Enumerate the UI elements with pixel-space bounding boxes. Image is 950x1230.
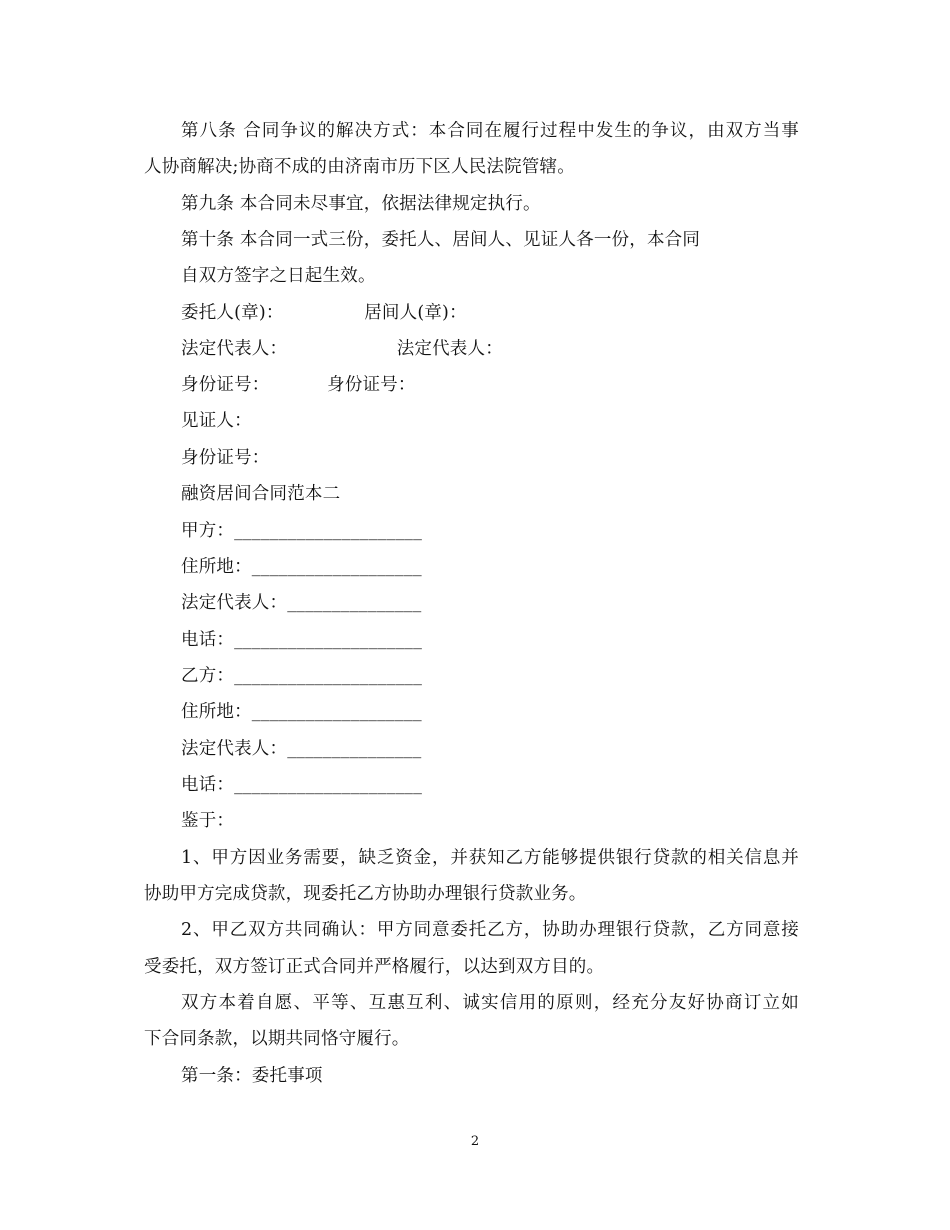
whereas-item-2-line-1: 2、甲乙双方共同确认：甲方同意委托乙方，协助办理银行贷款，乙方同意接 xyxy=(181,920,799,940)
article-10-line-1: 第十条 本合同一式三份，委托人、居间人、见证人各一份，本合同 xyxy=(181,230,701,250)
signature-legal-representatives: 法定代表人： 法定代表人： xyxy=(181,339,503,359)
party-b-phone-field: 电话：_____________________ xyxy=(181,775,423,795)
party-b-address-field: 住所地：___________________ xyxy=(181,702,422,722)
principles-line-1: 双方本着自愿、平等、互惠互利、诚实信用的原则，经充分友好协商订立如 xyxy=(181,993,799,1013)
party-a-legal-representative-field: 法定代表人：_______________ xyxy=(181,593,422,613)
party-b-field: 乙方：_____________________ xyxy=(181,666,423,686)
template-two-title: 融资居间合同范本二 xyxy=(181,484,341,504)
party-b-legal-representative-field: 法定代表人：_______________ xyxy=(181,739,422,759)
article-8-line-2: 人协商解决;协商不成的由济南市历下区人民法院管辖。 xyxy=(144,157,575,177)
article-10-line-2: 自双方签字之日起生效。 xyxy=(181,266,376,286)
principles-line-2: 下合同条款，以期共同恪守履行。 xyxy=(144,1029,410,1049)
signature-id-numbers: 身份证号： 身份证号： xyxy=(181,375,416,395)
page-number: 2 xyxy=(470,1134,480,1149)
signature-witness-id: 身份证号： xyxy=(181,448,270,468)
signature-principal-intermediary: 委托人(章)： 居间人(章)： xyxy=(181,303,467,323)
signature-witness: 见证人： xyxy=(181,411,252,431)
whereas-heading: 鉴于： xyxy=(181,811,235,831)
party-a-field: 甲方：_____________________ xyxy=(181,521,423,541)
whereas-item-1-line-1: 1、甲方因业务需要，缺乏资金，并获知乙方能够提供银行贷款的相关信息并 xyxy=(181,848,799,868)
article-1-heading: 第一条：委托事项 xyxy=(181,1066,323,1086)
whereas-item-2-line-2: 受委托，双方签订正式合同并严格履行，以达到双方目的。 xyxy=(144,957,605,977)
whereas-item-1-line-2: 协助甲方完成贷款，现委托乙方协助办理银行贷款业务。 xyxy=(144,884,587,904)
article-8-line-1: 第八条 合同争议的解决方式：本合同在履行过程中发生的争议，由双方当事 xyxy=(181,121,799,141)
party-a-address-field: 住所地：___________________ xyxy=(181,557,422,577)
article-9: 第九条 本合同未尽事宜，依据法律规定执行。 xyxy=(181,194,541,214)
party-a-phone-field: 电话：_____________________ xyxy=(181,630,423,650)
